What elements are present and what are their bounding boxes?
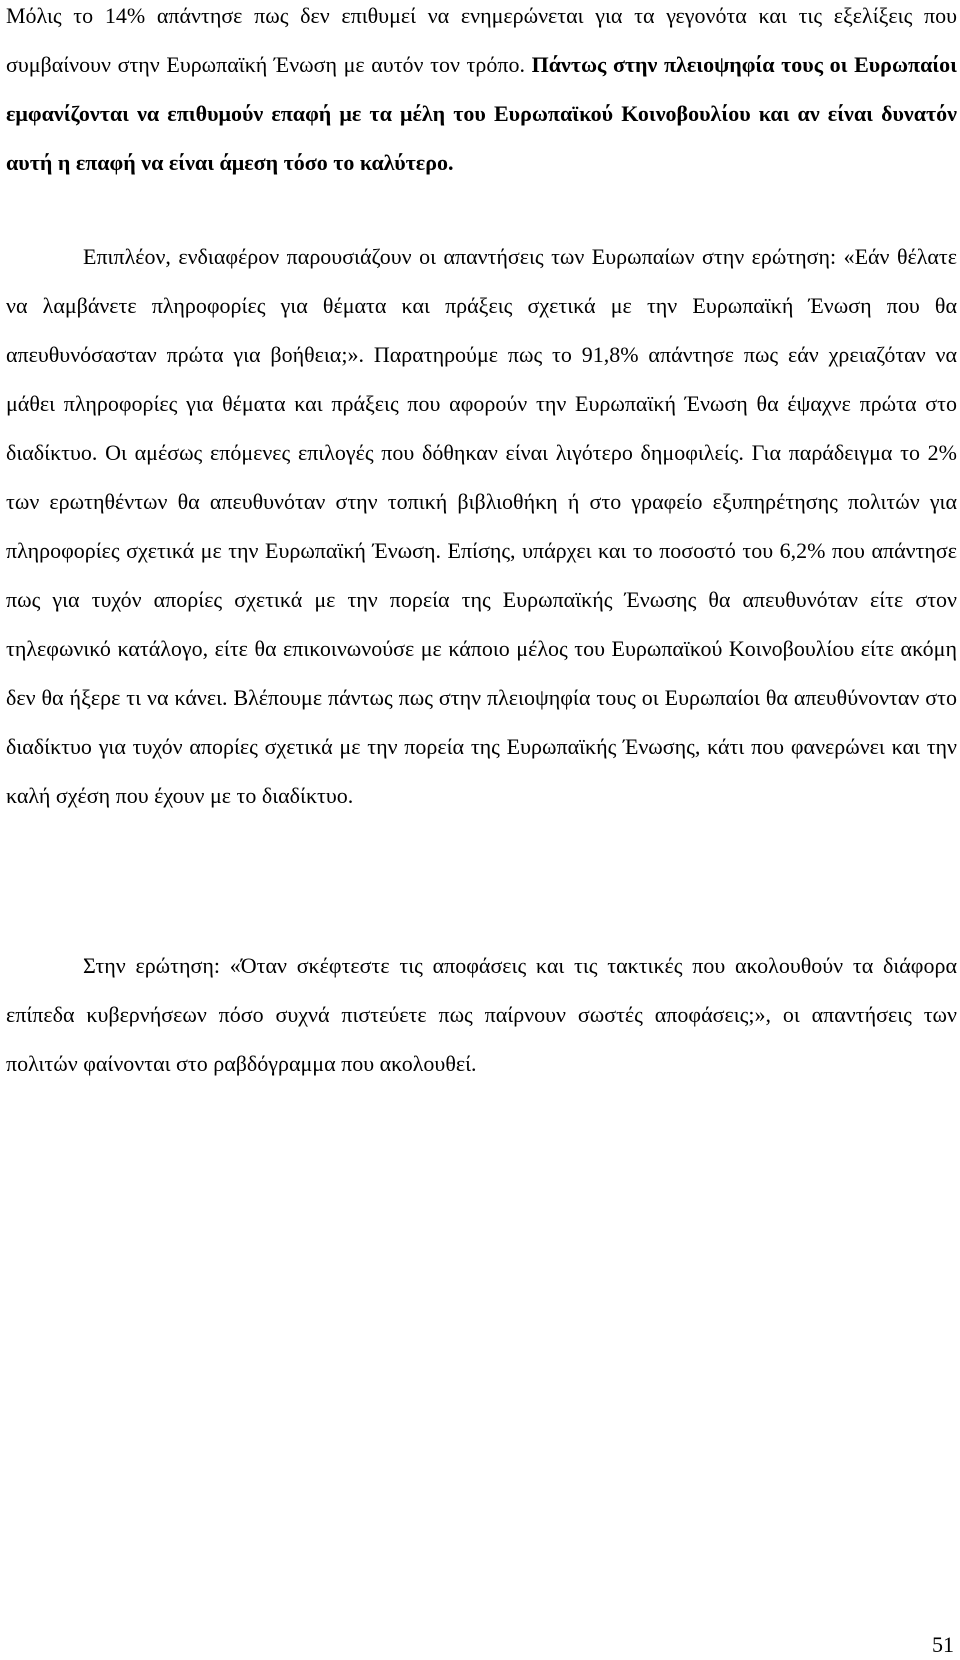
paragraph-1-text: Μόλις το 14% απάντησε πως δεν επιθυμεί να ενημερώνεται για τα γεγονότα και τις εξελίξεις που συμβαίνουν στην Ευρωπαϊκή Ένωση με αυτόν τον τρόπο. <box>6 3 957 77</box>
paragraph-2: Επιπλέον, ενδιαφέρον παρουσιάζουν οι απαντήσεις των Ευρωπαίων στην ερώτηση: «Εάν θέλατε να λαμβάνετε πληροφορίες για θέματα και πράξεις σχετικά με την Ευρωπαϊκή Ένωση που θα απευθυνόσασταν πρώτα για βοήθεια;». Παρατηρούμε πως το 91,8% απάντησε πως εάν χρειαζόταν να μάθει πληροφορίες για θέματα και πράξεις που αφορούν την Ευρωπαϊκή Ένωση θα έψαχνε πρώτα στο διαδίκτυο. Οι αμέσως επόμενες επιλογές που δόθηκαν είναι λιγότερο δημοφιλείς. Για παράδειγμα το 2% των ερωτηθέντων θα απευθυνόταν στην τοπική βιβλιοθήκη ή στο γραφείο εξυπηρέτησης πολιτών για πληροφορίες σχετικά με την Ευρωπαϊκή Ένωση. Επίσης, υπάρχει και το ποσοστό του 6,2% που απάντησε πως για τυχόν απορίες σχετικά με την πορεία της Ευρωπαϊκής Ένωσης θα απευθυνόταν είτε στον τηλεφωνικό κατάλογο, είτε θα επικοινωνούσε με κάποιο μέλος του Ευρωπαϊκού Κοινοβουλίου είτε ακόμη δεν θα ήξερε τι να κάνει. Βλέπουμε πάντως πως στην πλειοψηφία τους οι Ευρωπαίοι θα απευθύνονταν στο διαδίκτυο για τυχόν απορίες σχετικά με την πορεία της Ευρωπαϊκής Ένωσης, κάτι που φανερώνει και την καλή σχέση που έχουν με το διαδίκτυο. <box>6 244 957 808</box>
paragraph-1 <box>6 0 957 187</box>
paragraph-3: Στην ερώτηση: «Όταν σκέφτεστε τις αποφάσεις και τις τακτικές που ακολουθούν τα διάφορα επίπεδα κυβερνήσεων πόσο συχνά πιστεύετε πως παίρνουν σωστές αποφάσεις;», οι απαντήσεις των πολιτών φαίνονται στο ραβδόγραμμα που ακολουθεί. <box>6 953 957 1076</box>
paragraph-1-bold-text: Πάντως στην πλειοψηφία τους οι Ευρωπαίοι εμφανίζονται να επιθυμούν επαφή με τα μέλη του Ευρωπαϊκού Κοινοβουλίου και αν είναι δυνατόν αυτή η επαφή να είναι άμεση τόσο το καλύτερο. <box>6 52 957 175</box>
page-number: 51 <box>932 1632 954 1657</box>
